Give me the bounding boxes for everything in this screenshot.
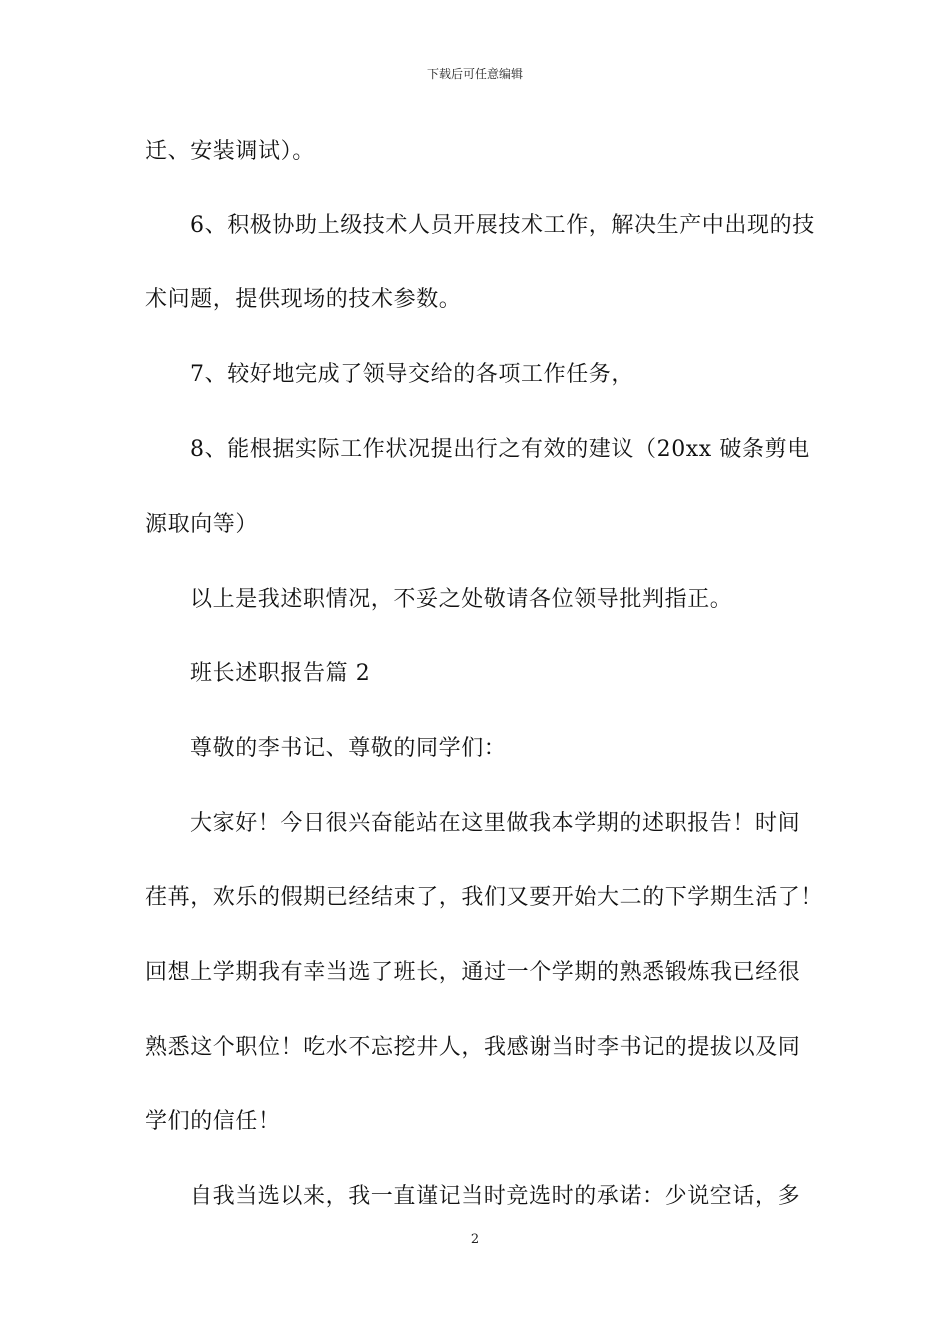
paragraph-line: 学们的信任！ — [145, 1109, 281, 1134]
section-heading: 班长述职报告篇 2 — [190, 661, 371, 686]
paragraph-line: 回想上学期我有幸当选了班长，通过一个学期的熟悉锻炼我已经很 — [145, 960, 801, 985]
paragraph-line: 6、积极协助上级技术人员开展技术工作，解决生产中出现的技 — [190, 213, 815, 238]
page-header: 下载后可任意编辑 — [426, 67, 523, 81]
paragraph-line: 荏苒，欢乐的假期已经结束了，我们又要开始大二的下学期生活了！ — [145, 885, 824, 910]
page-number: 2 — [470, 1232, 480, 1247]
paragraph-line: 7、较好地完成了领导交给的各项工作任务， — [190, 362, 634, 387]
paragraph-line: 迁、安装调试）。 — [145, 139, 315, 164]
paragraph-line: 源取向等） — [145, 512, 259, 537]
paragraph-line: 以上是我述职情况，不妥之处敬请各位领导批判指正。 — [190, 587, 733, 612]
paragraph-line: 8、能根据实际工作状况提出行之有效的建议（20xx 破条剪电 — [190, 437, 810, 462]
paragraph-line: 大家好！今日很兴奋能站在这里做我本学期的述职报告！时间 — [190, 811, 801, 836]
paragraph-line: 熟悉这个职位！吃水不忘挖井人，我感谢当时李书记的提拔以及同 — [145, 1035, 801, 1060]
paragraph-line: 术问题，提供现场的技术参数。 — [145, 287, 462, 312]
paragraph-line: 自我当选以来，我一直谨记当时竞选时的承诺：少说空话，多 — [190, 1184, 801, 1209]
paragraph-line: 尊敬的李书记、尊敬的同学们： — [190, 736, 507, 761]
